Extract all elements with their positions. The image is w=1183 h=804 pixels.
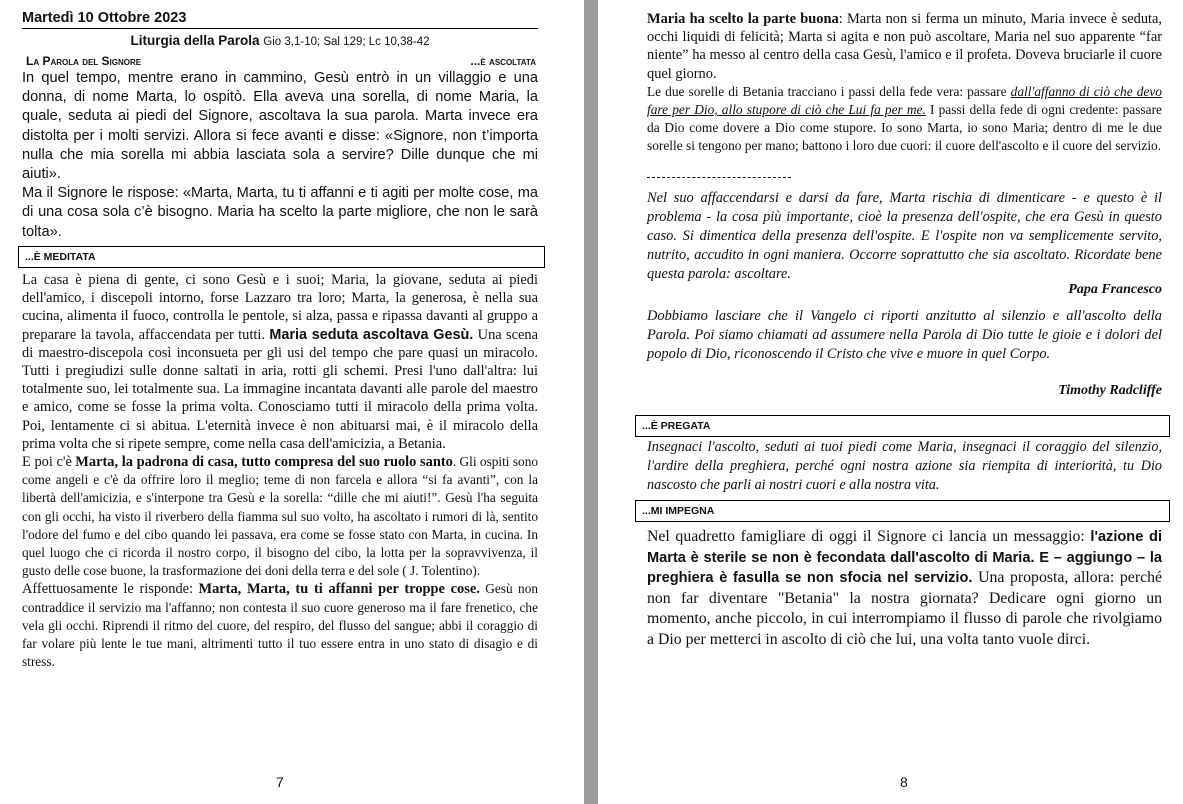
reflection-paragraph	[647, 83, 1162, 156]
commitment-text-run: Nel quadretto famigliare di oggi il Signore ci lancia un messaggio:	[647, 528, 1085, 545]
liturgy-title: Liturgia della Parola	[130, 33, 260, 48]
meditation-paragraph	[22, 271, 538, 453]
section-impegna-label: ...MI IMPEGNA	[642, 505, 715, 517]
quote-author: Papa Francesco	[1068, 282, 1162, 297]
reflection-paragraph	[647, 10, 1162, 83]
reflection-text	[647, 10, 1162, 156]
reflection-underlined-run: dall'affanno di ciò che devo fare per Dio, allo stupore di ciò che Lui fa per me.	[647, 83, 1162, 118]
meditation-bold-run: Maria seduta ascoltava Gesù.	[269, 326, 474, 343]
quote-francesco	[647, 189, 1162, 284]
page-right	[598, 0, 1183, 804]
parola-label: La Parola del Signore	[26, 54, 142, 68]
commitment-bold-run: l'azione di Marta è sterile se non è fecondata dall'ascolto di Maria. E – aggiungo – la preghiera è fasulla se non sfocia nel servizio.	[647, 529, 1163, 587]
commitment-text-run: Una proposta, allora: perché non far diventare "Betania" la nostra giornata? Dedicare ogni giorno un momento, anche piccolo, in cui interrompiamo il flusso di parole che rivolgiamo a Dio per metterci in ascolto di ciò che lui, una volta tanto vuole dirci.	[647, 569, 1162, 648]
page-left	[0, 0, 584, 804]
gospel-paragraph: Ma il Signore le rispose: «Marta, Marta, tu ti affanni e ti agiti per molte cose, ma di una cosa sola c’è bisogno. Maria ha scelto la parte migliore, che non le sarà tolta».	[22, 185, 538, 240]
liturgy-heading	[22, 33, 538, 48]
divider-dashed	[647, 177, 791, 178]
commitment-text	[647, 527, 1162, 651]
meditation-text-run: Gesù non contraddice il servizio ma l'affanno; non contesta il suo cuore generoso ma il fare frenetico, che vela gli occhi. Riprendi il ritmo del cuore, del respiro, del flusso del sangue; abbi il coraggio di far volare più lente le tue mani, altrimenti tutto il tuo essere entra in uno stato di disagio e di stress.	[22, 581, 538, 670]
meditation-text-run: E poi c'è	[22, 454, 72, 471]
meditation-text-run: Una scena di maestro-discepola così inconsueta per gli usi del tempo che pare quasi un miracolo. Tutti i pregiudizi sulle donne saltati in aria, rotti gli schemi. Presi l'uno dall'altra: lui totalmente suo, lei totalmente sua. La immagine incantata davanti alle parole del maestro e amico, come se fosse la prima volta. Conosciamo tutti il miracolo della prima volta. Poi, lentamente ci si abitua. L'eternità invece è non abituarsi mai, è il miracolo della prima volta che si ripete sempre, come nella casa dell'amicizia, a Betania.	[22, 326, 538, 452]
gospel-text	[22, 69, 538, 242]
meditation-bold-run: Marta, Marta, tu ti affanni per troppe cose.	[198, 581, 480, 598]
meditation-text-run: . Gli ospiti sono come angeli e c'è da offrire loro il meglio; teme di non farcela e allora “si fa avanti”, con la libertà dell'amicizia, e s'interpone tra Gesù e la sorella: “dille che mi aiuti!”. Gesù l'ha seguita con gli occhi, ha visto il riverbero della fiamma sul suo volto, ha ascoltato i rumori di là, sentito l'odore del fumo e del cibo quando lei passava, era come se fosse stato con Marta, in cucina. In quel luogo che ci ricorda il nostro corpo, il bisogno del cibo, la lotta per la sopravvivenza, il gusto delle cose buone, la trasformazione dei doni della terra e del sole ( J. Tolentino).	[22, 454, 538, 579]
liturgy-references: Gio 3,1-10; Sal 129; Lc 10,38-42	[263, 36, 430, 48]
section-pregata-label: ...È PREGATA	[642, 420, 711, 432]
meditation-paragraph	[22, 580, 538, 671]
quote-text: Dobbiamo lasciare che il Vangelo ci riporti anzitutto al silenzio e all'ascolto della Parola. Poi siamo chiamati ad assumere nella Parola di Dio tutte le gioie e i dolori del popolo di Dio, riconoscendo il Cristo che vive e muore in quel Corpo.	[647, 308, 1162, 362]
reflection-text-run: : Marta non si ferma un minuto, Maria invece è seduta, occhi liquidi di felicità; Marta si agita e non può ascoltare, Maria nel suo apparente “far niente” ha messo al centro della casa Gesù, l'amico e il profeta. Doveva bruciarle il cuore quel giorno.	[647, 11, 1162, 82]
page-gutter	[584, 0, 598, 804]
commitment-paragraph	[647, 527, 1162, 651]
section-impegna-box	[635, 500, 1170, 522]
meditation-bold-run: Marta, la padrona di casa, tutto compresa del suo ruolo santo	[75, 454, 453, 471]
ascoltata-label: ...è ascoltata	[470, 54, 536, 68]
reflection-bold-run: Maria ha scelto la parte buona	[647, 11, 839, 27]
section-meditata-label: ...È MEDITATA	[25, 251, 96, 263]
date-heading: Martedì 10 Ottobre 2023	[22, 10, 538, 29]
gospel-paragraph: In quel tempo, mentre erano in cammino, Gesù entrò in un villaggio e una donna, di nome Marta, lo ospitò. Ella aveva una sorella, di nome Maria, la quale, seduta ai piedi del Signore, ascoltava la sua parola. Marta invece era distolta per i molti servizi. Allora si fece avanti e disse: «Signore, non t’importa nulla che mia sorella mi abbia lasciata sola a servire? Dille dunque che mi aiuti».	[22, 70, 538, 183]
section-pregata-box	[635, 415, 1170, 437]
prayer-paragraph: Insegnaci l'ascolto, seduti ai tuoi piedi come Maria, insegnaci il coraggio del silenzio, l'ardire della preghiera, perché ogni nostra azione sia riempita di interiorità, tu Dio nascosto che parli ai nostri cuori e alla nostra vita.	[647, 439, 1162, 493]
quote-radcliffe	[647, 307, 1162, 364]
reflection-text-run: Le due sorelle di Betania tracciano i passi della fede vera: passare	[647, 83, 1007, 99]
quote-author: Timothy Radcliffe	[1058, 383, 1162, 398]
reflection-text-run: I passi della fede di ogni credente: passare da Dio come dovere a Dio come stupore. Io sono Marta, io sono Maria; dentro di me le due sorelle si tengono per mano; battono i loro due cuori: il cuore dell'ascolto e il cuore del servizio.	[647, 102, 1162, 154]
quote-text: Nel suo affaccendarsi e darsi da fare, Marta rischia di dimenticare - e questo è il problema - la cosa più importante, cioè la presenza dell'ospite, che era Gesù in questo caso. Si dimentica della presenza dell'ospite. E l'ospite non va semplicemente servito, nutrito, accudito in ogni maniera. Occorre soprattutto che sia ascoltato. Ricordate bene questa parola: ascoltare.	[647, 190, 1162, 282]
meditation-text-run: La casa è piena di gente, ci sono Gesù e i suoi; Maria, la giovane, seduta ai piedi dell'amico, i discepoli intorno, forse Lazzaro tra loro; Marta, la generosa, è nella sua cucina, alimenta il fuoco, controlla le pentole, si alza, passa e ripassa davanti al gruppo a preparare la tavola, affaccendata per tutti.	[22, 272, 538, 343]
page-number: 7	[276, 774, 284, 790]
page-number: 8	[900, 774, 908, 790]
meditation-text	[22, 271, 538, 671]
section-meditata-box	[18, 246, 545, 268]
meditation-text-run: Affettuosamente le risponde:	[22, 581, 194, 598]
meditation-paragraph	[22, 453, 538, 580]
prayer-text	[647, 438, 1162, 495]
gospel-section-header	[26, 54, 536, 68]
